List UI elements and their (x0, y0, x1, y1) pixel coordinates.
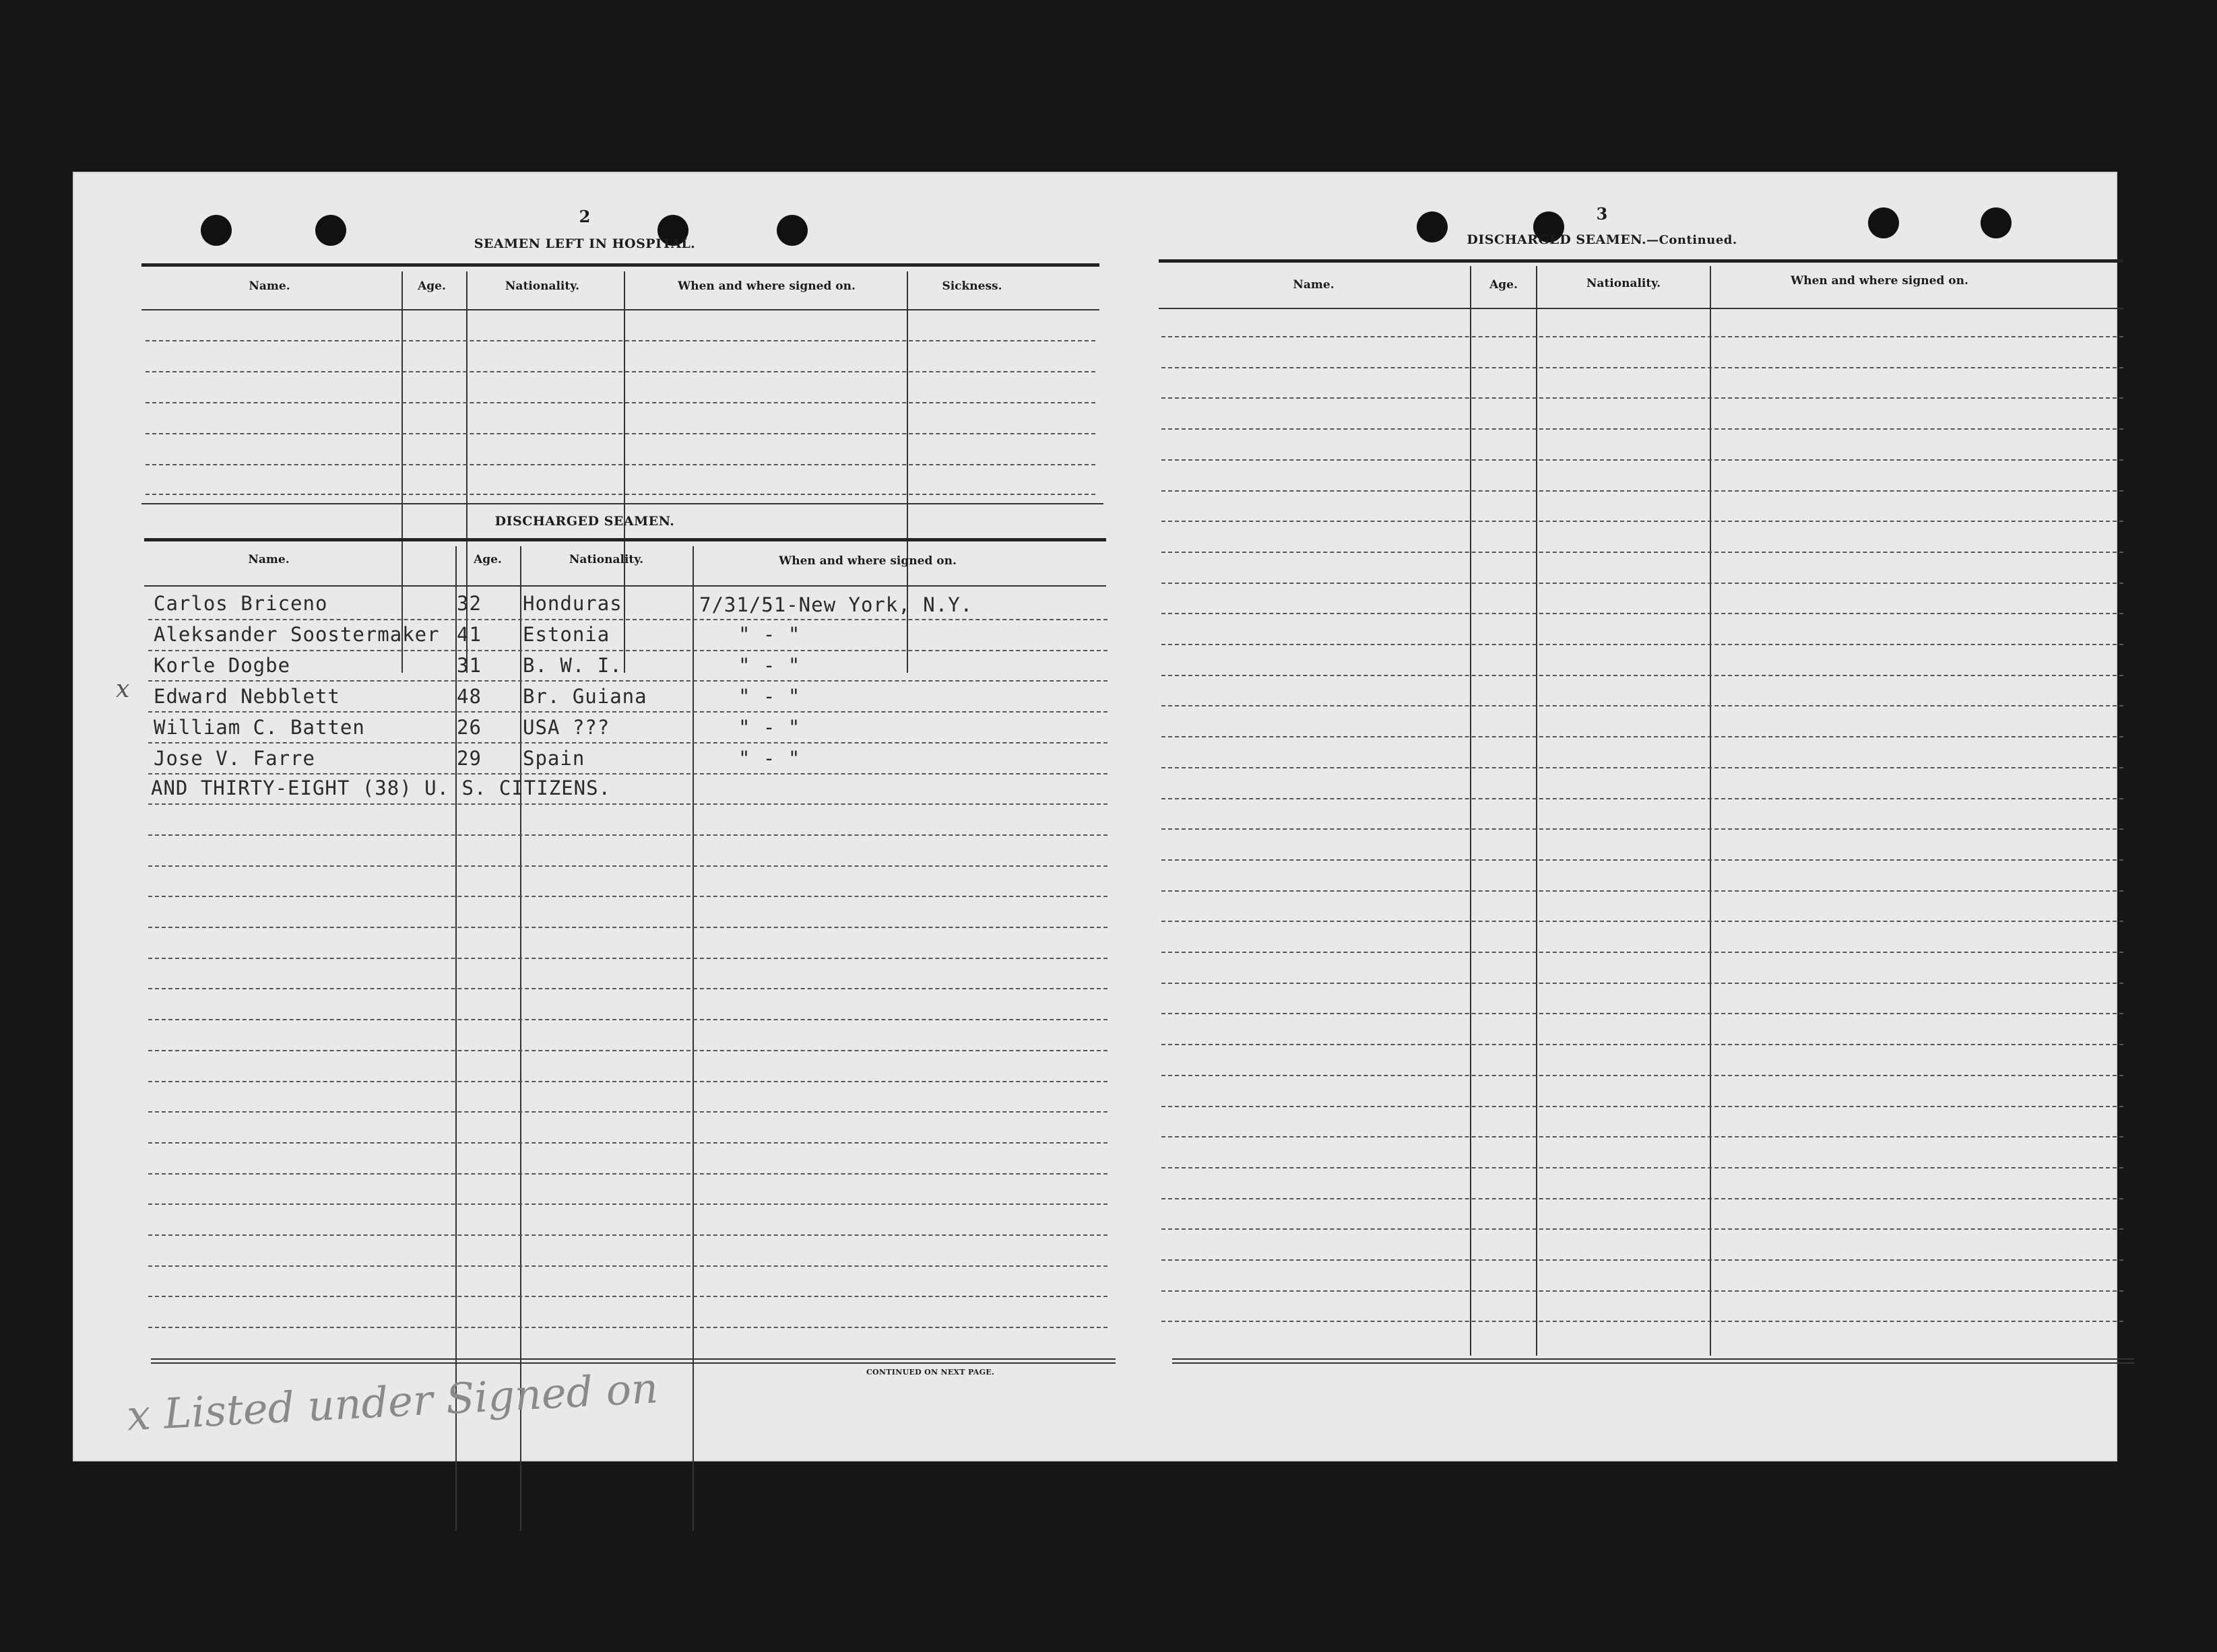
right-header-age: Age. (1489, 278, 1518, 292)
row-name: Korle Dogbe (154, 654, 291, 677)
ruled-line (148, 1296, 1107, 1297)
row-age: 32 (457, 592, 482, 615)
ruled-line (1161, 1075, 2123, 1076)
ruled-line (146, 340, 1095, 341)
discharged-header-nationality: Nationality. (569, 553, 644, 566)
ruled-line (148, 803, 1107, 805)
ruled-line (1161, 1136, 2123, 1137)
row-signed: " - " (738, 654, 801, 677)
ruled-line (148, 927, 1107, 928)
ruled-line (148, 834, 1107, 836)
row-signed: " - " (738, 685, 801, 708)
ruled-line (148, 680, 1107, 682)
ruled-line (146, 433, 1095, 434)
row-nationality: B. W. I. (523, 654, 622, 677)
discharged-header-underline (144, 585, 1106, 587)
ruled-line (1161, 890, 2123, 892)
ruled-line (1161, 1228, 2123, 1230)
ruled-line (146, 402, 1095, 403)
hospital-header-sickness: Sickness. (942, 279, 1002, 293)
bottom-rule (151, 1358, 1116, 1360)
ruled-line (1161, 490, 2123, 492)
ruled-line (1161, 428, 2123, 430)
bottom-rule (1172, 1358, 2134, 1360)
right-header-name: Name. (1293, 278, 1335, 292)
row-age: 48 (457, 685, 482, 708)
ruled-line (1161, 767, 2123, 768)
ruled-line (148, 1234, 1107, 1236)
discharged-continued-title (1460, 232, 1743, 247)
ruled-line (1161, 459, 2123, 461)
row-age: 26 (457, 716, 482, 739)
discharged-header-signed: When and where signed on. (779, 554, 957, 568)
right-header-underline (1159, 308, 2123, 309)
ruled-line (1161, 1290, 2123, 1292)
hospital-header-nationality: Nationality. (505, 279, 580, 293)
ruled-line (148, 865, 1107, 867)
hospital-header-name: Name. (249, 279, 290, 293)
punch-hole (777, 215, 808, 246)
hospital-header-age: Age. (418, 279, 446, 293)
right-header-signed: When and where signed on. (1791, 274, 1968, 288)
punch-hole (1868, 207, 1899, 238)
ruled-line (1161, 1013, 2123, 1014)
row-signed: " - " (738, 747, 801, 770)
ruled-line (1161, 1198, 2123, 1199)
ruled-line (148, 1081, 1107, 1082)
ruled-line (1161, 798, 2123, 799)
ruled-line (148, 958, 1107, 959)
ruled-line (148, 1019, 1107, 1020)
ruled-line (1161, 1259, 2123, 1261)
ruled-line (148, 1050, 1107, 1051)
title-main: DISCHARGED SEAMEN. (1467, 232, 1647, 247)
handwritten-x-mark: x (116, 675, 130, 703)
continued-note: CONTINUED ON NEXT PAGE. (866, 1368, 995, 1377)
header-rule (144, 538, 1106, 541)
ruled-line (146, 494, 1095, 495)
header-rule (141, 263, 1099, 267)
row-signed: " - " (738, 716, 801, 739)
ruled-line (148, 1173, 1107, 1175)
handwritten-note: x Listed under Signed on (125, 1363, 660, 1441)
ruled-line (148, 1327, 1107, 1328)
summary-line: AND THIRTY-EIGHT (38) U. S. CITIZENS. (151, 777, 612, 799)
page-number-right: 3 (1596, 204, 1608, 224)
punch-hole (1417, 211, 1448, 242)
ruled-line (1161, 736, 2123, 737)
row-age: 41 (457, 623, 482, 646)
ruled-line (148, 650, 1107, 651)
bottom-rule (151, 1362, 1116, 1364)
bottom-rule (1172, 1362, 2134, 1364)
row-name: William C. Batten (154, 716, 365, 739)
ruled-line (1161, 705, 2123, 706)
row-age: 29 (457, 747, 482, 770)
ruled-line (148, 1265, 1107, 1267)
discharged-header-name: Name. (248, 553, 290, 566)
row-signed: " - " (738, 623, 801, 646)
row-name: Aleksander Soostermaker (154, 623, 440, 646)
row-signed: 7/31/51-New York, N.Y. (699, 593, 973, 616)
punch-hole (1981, 207, 2012, 238)
ruled-line (1161, 921, 2123, 922)
ruled-line (1161, 336, 2123, 337)
ruled-line (1161, 828, 2123, 830)
row-name: Carlos Briceno (154, 592, 328, 615)
ruled-line (1161, 521, 2123, 522)
punch-hole (201, 215, 232, 246)
ruled-line (1161, 1321, 2123, 1322)
ruled-line (1161, 397, 2123, 399)
ruled-line (148, 711, 1107, 713)
ruled-line (148, 1111, 1107, 1113)
row-nationality: Honduras (523, 592, 622, 615)
ruled-line (148, 1203, 1107, 1205)
row-nationality: Spain (523, 747, 585, 770)
ruled-line (1161, 675, 2123, 676)
ruled-line (146, 464, 1095, 465)
ruled-line (148, 988, 1107, 989)
ruled-line (1161, 583, 2123, 584)
ruled-line (148, 1142, 1107, 1144)
ruled-line (1161, 613, 2123, 614)
ruled-line (1161, 859, 2123, 861)
ruled-line (1161, 952, 2123, 953)
ruled-line (1161, 983, 2123, 984)
column-divider (401, 271, 403, 673)
ruled-line (1161, 1167, 2123, 1168)
ruled-line (1161, 644, 2123, 645)
page-number-left: 2 (579, 207, 591, 226)
column-divider (693, 546, 694, 1531)
row-nationality: Estonia (523, 623, 610, 646)
ruled-line (1161, 1106, 2123, 1107)
hospital-header-underline (141, 309, 1099, 310)
ruled-line (1161, 1044, 2123, 1045)
right-header-nationality: Nationality. (1586, 277, 1661, 290)
ledger-sheet (73, 172, 2117, 1461)
ruled-line (148, 619, 1107, 620)
hospital-header-signed: When and where signed on. (678, 279, 856, 293)
row-age: 31 (457, 654, 482, 677)
row-name: Jose V. Farre (154, 747, 315, 770)
ruled-line (148, 773, 1107, 774)
title-suffix: —Continued. (1646, 233, 1737, 247)
header-rule (1159, 259, 2123, 263)
ruled-line (146, 371, 1095, 372)
ruled-line (148, 896, 1107, 897)
ruled-line (1161, 552, 2123, 553)
hospital-bottom-rule (141, 503, 1103, 504)
row-nationality: Br. Guiana (523, 685, 647, 708)
ruled-line (1161, 367, 2123, 368)
discharged-header-age: Age. (474, 553, 502, 566)
row-nationality: USA ??? (523, 716, 610, 739)
discharged-title: DISCHARGED SEAMEN. (494, 514, 675, 529)
column-divider (624, 271, 625, 673)
punch-hole (315, 215, 346, 246)
hospital-title: SEAMEN LEFT IN HOSPITAL. (474, 236, 696, 251)
ruled-line (148, 742, 1107, 744)
row-name: Edward Nebblett (154, 685, 340, 708)
